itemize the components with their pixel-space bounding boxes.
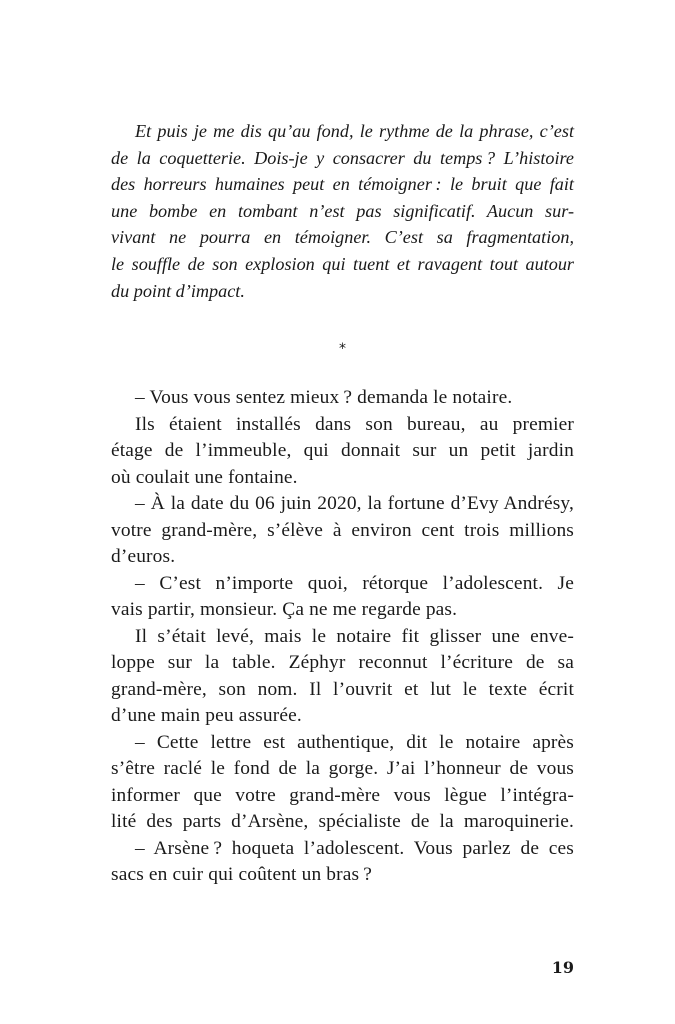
- prose-line: – Cette lettre est authentique, dit le notaire après: [135, 731, 574, 753]
- italic-line: une bombe en tombant n’est pas significatif. Aucun sur-: [111, 200, 574, 221]
- prose-line: d’euros.: [111, 546, 176, 568]
- prose-line: d’une main peu assurée.: [111, 705, 302, 727]
- italic-passage: [111, 118, 574, 304]
- prose-line: – C’est n’importe quoi, rétorque l’adolescent. Je: [135, 572, 574, 594]
- prose-line: loppe sur la table. Zéphyr reconnut l’écriture de sa: [111, 652, 574, 674]
- italic-line: des horreurs humaines peut en témoigner : le bruit que fait: [111, 174, 574, 195]
- italic-line: vivant ne pourra en témoigner. C’est sa fragmentation,: [111, 227, 574, 248]
- prose-line: où coulait une fontaine.: [111, 466, 298, 488]
- section-separator: *: [339, 341, 346, 358]
- page-number: 19: [551, 958, 574, 977]
- prose-line: Il s’était levé, mais le notaire fit glisser une enve-: [135, 625, 574, 647]
- prose-line: – Vous vous sentez mieux ? demanda le notaire.: [135, 387, 513, 409]
- prose-line: sacs en cuir qui coûtent un bras ?: [111, 864, 372, 886]
- prose-line: s’être raclé le fond de la gorge. J’ai l’honneur de vous: [111, 758, 574, 780]
- prose-line: votre grand-mère, s’élève à environ cent trois millions: [111, 519, 574, 541]
- italic-line: du point d’impact.: [111, 280, 245, 301]
- prose-block: [111, 385, 574, 889]
- prose-line: – Arsène ? hoqueta l’adolescent. Vous parlez de ces: [135, 837, 574, 859]
- prose-line: grand-mère, son nom. Il l’ouvrit et lut le texte écrit: [111, 678, 574, 700]
- italic-line: le souffle de son explosion qui tuent et ravagent tout autour: [111, 253, 574, 274]
- italic-line: Et puis je me dis qu’au fond, le rythme de la phrase, c’est: [135, 121, 574, 141]
- italic-line: de la coquetterie. Dois-je y consacrer du temps ? L’histoire: [111, 147, 574, 168]
- prose-line: Ils étaient installés dans son bureau, au premier: [135, 413, 574, 435]
- prose-line: – À la date du 06 juin 2020, la fortune d’Evy Andrésy,: [135, 493, 574, 515]
- book-page: [111, 118, 574, 889]
- prose-line: vais partir, monsieur. Ça ne me regarde pas.: [111, 599, 458, 621]
- prose-line: étage de l’immeuble, qui donnait sur un petit jardin: [111, 440, 574, 462]
- prose-line: informer que votre grand-mère vous lègue l’intégra-: [111, 784, 574, 806]
- prose-line: lité des parts d’Arsène, spécialiste de la maroquinerie.: [111, 811, 574, 833]
